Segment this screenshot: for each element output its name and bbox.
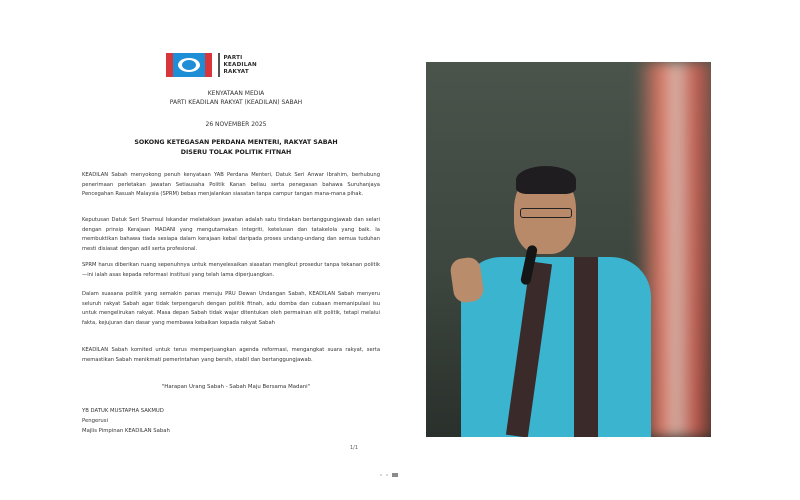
party-logo	[166, 52, 257, 78]
motto-quote: "Harapan Urang Sabah - Sabah Maju Bersama Madani"	[161, 384, 311, 390]
logo-wordmark	[224, 55, 257, 76]
speaker-hair	[516, 166, 576, 194]
paragraph-5: KEADILAN Sabah komited untuk terus memperjuangkan agenda reformasi, mengangkat suara rakyat, serta memastikan Sabah menikmati pemerintahan yang bersih, stabil dan bertanggungjawab.	[82, 347, 380, 363]
headline-line-2: DISERU TOLAK POLITIK FITNAH	[180, 149, 292, 156]
paragraph-1: KEADILAN Sabah menyokong penuh kenyataan YAB Perdana Menteri, Datuk Seri Anwar Ibrahim, berhubung penerimaan perletakan jawatan Setiausaha Politik Kanan beliau serta penegasan bahawa Suruhanjaya Pencegahan Rasuah Malaysia (SPRM) bebas menjalankan siasatan tanpa campur tangan mana-mana pihak.	[82, 172, 380, 197]
signatory-name: YB DATUK MUSTAPHA SAKMUD	[82, 408, 164, 414]
press-date: 26 NOVEMBER 2025	[205, 121, 267, 128]
woven-sash-right	[574, 257, 598, 437]
logo-divider	[218, 53, 220, 77]
paragraph-3: SPRM harus diberikan ruang sepenuhnya untuk menyelesaikan siasatan mengikut prosedur tanpa tekanan politik—ini ialah asas kepada reformasi institusi yang telah lama diperjuangkan.	[82, 262, 380, 278]
logo-line: PARTI	[223, 54, 243, 61]
header-kenyataan: KENYATAAN MEDIA	[207, 90, 265, 97]
signatory-role: Pengerusi	[82, 418, 109, 424]
press-release-document	[82, 40, 390, 460]
pager-dot-active[interactable]	[392, 473, 398, 477]
paragraph-4: Dalam suasana politik yang semakin panas menuju PRU Dewan Undangan Sabah, KEADILAN Sabah menyeru seluruh rakyat Sabah agar tidak terpengaruh dengan politik fitnah, adu domba dan cubaan memanipulasi isu untuk mengelirukan rakyat. Masa depan Sabah tidak wajar ditentukan oleh permainan elit politik, tetapi melalui fakta, kejujuran dan dasar yang membawa kebaikan kepada rakyat Sabah	[82, 291, 380, 326]
paragraph-2: Keputusan Datuk Seri Shamsul Iskandar meletakkan jawatan adalah satu tindakan bertanggungjawab dan selari dengan prinsip Kerajaan MADANI yang mengutamakan integriti, ketelusan dan tatakelola yang baik. Ia membuktikan bahawa tiada sesiapa dalam kerajaan kebal daripada proses undang-undang dan semua tuduhan mesti disiasat dengan adil serta profesional.	[82, 217, 380, 252]
logo-line: RAKYAT	[223, 68, 249, 75]
pager-dot[interactable]	[380, 474, 382, 476]
speaker-photo	[426, 62, 711, 437]
logo-line: KEADILAN	[223, 61, 257, 68]
page-number: 1/1	[350, 445, 359, 451]
carousel-pager	[380, 473, 398, 477]
party-flag-icon	[166, 53, 212, 77]
signature-block	[82, 406, 170, 436]
glasses	[520, 208, 572, 218]
headline-line-1: SOKONG KETEGASAN PERDANA MENTERI, RAKYAT SABAH	[134, 139, 338, 146]
pager-dot[interactable]	[386, 474, 388, 476]
header-party: PARTI KEADILAN RAKYAT (KEADILAN) SABAH	[169, 99, 303, 106]
signatory-org: Majlis Pimpinan KEADILAN Sabah	[82, 428, 170, 434]
turquoise-shirt	[461, 257, 651, 437]
